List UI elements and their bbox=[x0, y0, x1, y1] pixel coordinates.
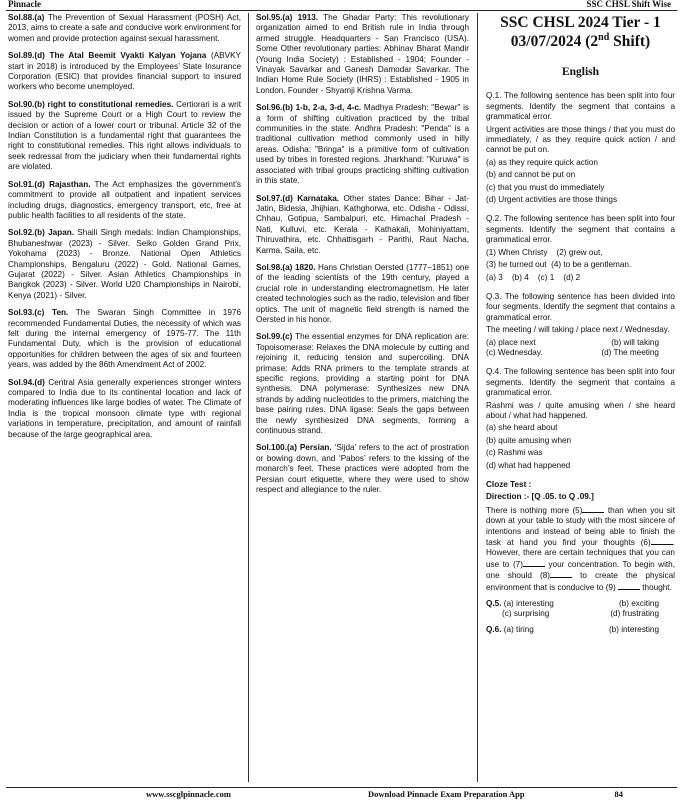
question-3: Q.3. The following sentence has been divided into four segments. Identify the segment that contains a grammatical error. The meeting / will taking / place next / Wednesday. (a) place next (b) will taking (c) Wednesday. (d) The meeting bbox=[486, 291, 675, 357]
header-rule bbox=[6, 10, 677, 11]
option: (c) Rashmi was bbox=[486, 448, 543, 458]
column-3 bbox=[486, 13, 675, 635]
option: (b) exciting bbox=[618, 599, 659, 609]
question-6: Q.6. (a) tiring (b) interesting bbox=[486, 624, 659, 634]
solution-88: Sol.88.(a) The Prevention of Sexual Harassment (POSH) Act, 2013, aims to create a safe and conducive work environment for women and provide protection against sexual harassment. bbox=[8, 13, 241, 43]
question-2: Q.2. The following sentence has been split into four segments. Identify the segment that contains a grammatical error. (1) When Christy (2) grew out, (3) he turned out (4) to be a gentleman. (a) 3 (b) 4 (c) 1 (d) 2 bbox=[486, 214, 675, 282]
option: (d) Urgent activities are those things bbox=[486, 195, 618, 205]
option: (c) 1 bbox=[537, 272, 555, 282]
solution-98: Sol.98.(a) 1820. Hans Christian Oersted (1777−1851) one of the leading scientists of the 19th century, played a crucial role in understanding electromagnetism. He later created technologies such as the radio, television and fiber optics. The unit of magnetic field strength is named the Oersted in his honor. bbox=[256, 262, 470, 324]
solution-95: Sol.95.(a) 1913. The Ghadar Party: This revolutionary organization aimed to end British rule in India through armed struggle. Headquarters - San Francisco (USA). Some Other revolutionary parties: Abhinav Bharat Mandir (Young India Society) : Established - 1904; Founder - Vinayak Savarkar and Ganesh Damodar Savarkar. The Indian Home Rule Society (IHRS) : Established - 1905 in London. Founder - Shyamji Krishna Varma. bbox=[256, 13, 469, 95]
question-1: Q.1. The following sentence has been split into four segments. Identify the segment that contains a grammatical error. Urgent activities are those things / that you must do immediately, / as they require quick action / and cannot be put on. (a) as they require quick action (b) and cannot be put on (c) that you must do immediately (d) Urgent activities are those things bbox=[486, 91, 675, 205]
option: (b) and cannot be put on bbox=[486, 170, 576, 180]
cloze-test: Cloze Test : Direction :- [Q .05. to Q .09.] There is nothing more (5) than when you sit down at your table to study with the most sincere of intentions and instead of being able to finish the task at hand you find your thoughts (6) . However, there are certain techniques that you can use to (7) your concentration. To begin with, one should (8) to create the physical environment that is conducive to (9) thought. bbox=[486, 480, 676, 592]
page-header bbox=[0, 0, 683, 10]
option: (b) 4 bbox=[511, 272, 529, 282]
blank bbox=[618, 582, 640, 590]
option: (a) she heard about bbox=[486, 423, 558, 433]
footer-app-promo: Download Pinnacle Exam Preparation App bbox=[368, 789, 525, 799]
option: (c) that you must do immediately bbox=[486, 182, 605, 192]
solution-96: Sol.96.(b) 1-b, 2-a, 3-d, 4-c. Madhya Pradesh: "Bewar" is a form of shifting cultivation practiced by the tribal communities in the state. Andhra Pradesh: "Penda" is a traditional cultivation method commonly used in hilly areas. Odisha: "Bringa" is a primitive form of cultivation used by tribes in forested regions. Jharkhand: "Kuruwa" is associated with tribal groups practicing shifting cultivation in this state. bbox=[256, 103, 469, 186]
header-left: Pinnacle bbox=[8, 0, 41, 9]
section-heading: English bbox=[561, 66, 600, 78]
option: (b) quite amusing when bbox=[486, 435, 572, 445]
page-footer bbox=[0, 788, 683, 800]
option: (a) 3 bbox=[486, 272, 503, 282]
solution-91: Sol.91.(d) Rajasthan. The Act emphasizes the government’s commitment to provide all outpatient and inpatient services including drugs, diagnostics, emergency transport, etc, free at public health facilities to all residents of the state. bbox=[8, 179, 241, 220]
blank bbox=[550, 570, 572, 578]
option: (c) surprising bbox=[502, 609, 550, 619]
option: (a) interesting bbox=[503, 599, 554, 609]
header-right: SSC CHSL Shift Wise bbox=[586, 0, 671, 9]
page-title: SSC CHSL 2024 Tier - 1 03/07/2024 (2nd Shift) bbox=[500, 14, 661, 50]
option: (b) interesting bbox=[608, 624, 659, 634]
solution-89: Sol.89.(d) The Atal Beemit Vyakti Kalyan Yojana (ABVKY start in 2018) is introduced by the Employees’ State Insurance Corporation (ESIC) that provides financial support to insured workers who become unemployed. bbox=[8, 51, 241, 92]
column-1 bbox=[8, 13, 241, 447]
option: (a) tiring bbox=[503, 624, 534, 634]
option: (d) The meeting bbox=[601, 347, 659, 357]
solution-93: Sol.93.(c) Ten. The Swaran Singh Committee in 1976 recommended Fundamental Duties, the necessity of which was felt during the internal emergency of 1975-77. The 11th Fundamental Duty, which is the provision of educational opportunities for children between the ages of six and fourteen years, was added by the 86th Amendment Act of 2002. bbox=[8, 308, 241, 370]
option: (a) as they require quick action bbox=[486, 157, 598, 167]
option: (c) Wednesday. bbox=[486, 347, 543, 357]
solution-94: Sol.94.(d) Central Asia generally experiences stronger winters compared to India due to its continental location and lack of moderating influences like large bodies of water. The Climate of India is the tropical monsoon climate type with regional variations in temperature, precipitation, and amount of rainfall because of the large geographical area. bbox=[8, 377, 241, 439]
solution-92: Sol.92.(b) Japan. Shaili Singh medals: Indian Championships, Bhubaneshwar (2023) - Silver. Seiko Golden Grand Prix, Yokohama (2023) - Bronze. National Open Athletics Championships, Bengaluru (2022) - Gold. National Games, Gujarat (2022) - Silver. Asian Athletics Championships in Bangkok (2023) - Silver. World U20 Championships in Nairobi, Kenya (2021) - Silver. bbox=[8, 228, 241, 300]
option: (a) place next bbox=[486, 337, 536, 347]
solution-99: Sol.99.(c) The essential enzymes for DNA replication are: Topoisomerase: Relaxes the DNA molecule by cutting and rejoining it, reducing tension and supercoiling. DNA primase: Adds RNA primers to the template strands at specific regions, providing a starting point for DNA synthesis. DNA polymerase: Synthesizes new DNA strands by adding nucleotides to the primers, matching the base pairing rules. DNA ligase: Seals the gaps between the newly synthesized DNA segments, forming a continuous strand. bbox=[256, 332, 469, 436]
solution-100: Sol.100.(a) Persian. ‘Sijda’ refers to the act of prostration or bowing down, and ‘Pabos’ refers to the kissing of the monarch’s feet. These practices were adopted from the Persian court etiquette, where they were used to show respect and allegiance to the ruler. bbox=[256, 443, 469, 495]
blank bbox=[582, 505, 604, 513]
question-5: Q.5. (a) interesting (b) exciting (c) surprising (d) frustrating bbox=[486, 599, 659, 619]
blank bbox=[523, 559, 545, 567]
column-2 bbox=[256, 13, 469, 502]
option: (b) will taking bbox=[611, 337, 659, 347]
option: (d) frustrating bbox=[610, 609, 659, 619]
page-number: 84 bbox=[614, 789, 623, 799]
option: (d) what had happened bbox=[486, 460, 571, 470]
question-4: Q.4. The following sentence has been split into four segments. Identify the segment that contains a grammatical error. Rashmi was / quite amusing when / she heard about / what had happened. (a) she heard about (b) quite amusing when (c) Rashmi was (d) what had happened bbox=[486, 367, 675, 470]
solution-90: Sol.90.(b) right to constitutional remedies. Certiorari is a writ issued by the Supreme Court or a High Court to review the decision or action of a lower court or tribunal. Article 32 of the Indian Constitution is a fundamental right that guarantees the right to constitutional remedies. This right allows individuals to seek redressal from the judiciary when their fundamental rights are violated. bbox=[8, 99, 241, 172]
cloze-passage: There is nothing more (5) than when you sit down at your table to study with the most sincere of intentions and instead of being able to finish the task at hand you find your thoughts (6) . However, there are certain techniques that you can use to (7) your concentration. To begin with, one should (8) to create the physical environment that is conducive to (9) thought. bbox=[486, 505, 676, 592]
option: (d) 2 bbox=[563, 272, 581, 282]
blank bbox=[651, 537, 673, 545]
solution-97: Sol.97.(d) Karnataka. Other states Dance: Bihar - Jat-Jatin, Bidesia, Jhijhian, Kathghorwa, etc. Odisha - Odissi, Chhau, Gotipua, Sambalpuri, etc. Himachal Pradesh - Nati, Kulluvi, etc. Kerala - Kathakali, Mohiniyattam, Thiruvathira, etc. Chhattisgarh - Panthi, Raut Nacha, Karma, Saila, etc. bbox=[256, 193, 469, 255]
column-divider bbox=[477, 13, 478, 782]
column-divider bbox=[248, 13, 249, 782]
footer-website: www.sscglpinnacle.com bbox=[146, 789, 231, 799]
